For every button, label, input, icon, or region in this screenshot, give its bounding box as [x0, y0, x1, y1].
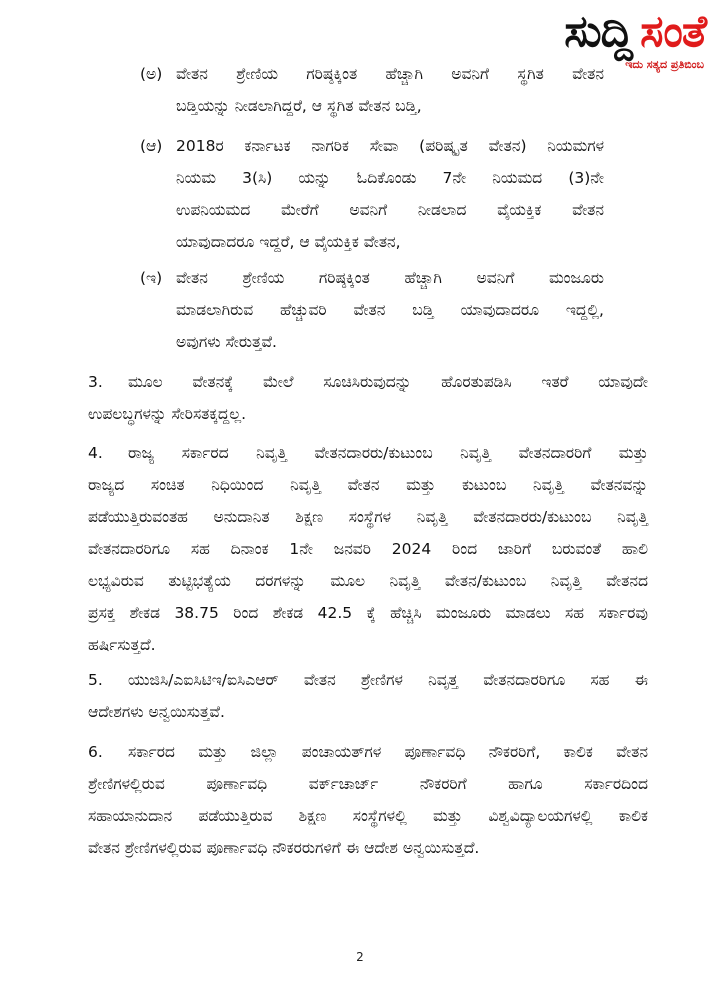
text-line: ಸಹಾಯಾನುದಾನ ಪಡೆಯುತ್ತಿರುವ ಶಿಕ್ಷಣ ಸಂಸ್ಥೆಗಳಲ್ಲಿ ಮತ್ತು ವಿಶ್ವವಿದ್ಯಾಲಯಗಳಲ್ಲಿ ಕಾಲಿಕ — [88, 807, 648, 825]
paragraph-text — [88, 437, 648, 661]
sub-item-text — [176, 262, 604, 358]
logo-wordmark — [564, 6, 706, 58]
sub-item-marker: (ಇ) — [140, 269, 163, 287]
text-line: ವೇತನ ಶ್ರೇಣಿಗಳಲ್ಲಿರುವ ಪೂರ್ಣಾವಧಿ ನೌಕರರುಗಳಿಗೆ ಈ ಆದೇಶ ಅನ್ವಯಿಸುತ್ತದೆ. — [88, 839, 480, 857]
text-line: ಪ್ರಸಕ್ತ ಶೇಕಡ 38.75 ರಿಂದ ಶೇಕಡ 42.5 ಕ್ಕೆ ಹೆಚ್ಚಿಸಿ ಮಂಜೂರು ಮಾಡಲು ಸಹ ಸರ್ಕಾರವು — [88, 604, 648, 622]
text-line: ಅವುಗಳು ಸೇರುತ್ತವೆ. — [176, 333, 277, 351]
sub-item-marker: (ಅ) — [140, 65, 163, 83]
text-line: ಉಪನಿಯಮದ ಮೇರೆಗೆ ಅವನಿಗೆ ನೀಡಲಾದ ವೈಯಕ್ತಿಕ ವೇತನ — [176, 201, 604, 219]
text-line: ಹರ್ಷಿಸುತ್ತದೆ. — [88, 636, 156, 654]
sub-item-text — [176, 58, 604, 122]
text-line: ರಾಜ್ಯದ ಸಂಚಿತ ನಿಧಿಯಿಂದ ನಿವೃತ್ತಿ ವೇತನ ಮತ್ತು ಕುಟುಂಬ ನಿವೃತ್ತಿ ವೇತನವನ್ನು — [88, 476, 648, 494]
paragraph-text — [88, 664, 648, 728]
text-line: ಪಡೆಯುತ್ತಿರುವಂತಹ ಅನುದಾನಿತ ಶಿಕ್ಷಣ ಸಂಸ್ಥೆಗಳ ನಿವೃತ್ತಿ ವೇತನದಾರರು/ಕುಟುಂಬ ನಿವೃತ್ತಿ — [88, 508, 648, 526]
logo-word-2: ಸಂತೆ — [640, 6, 706, 57]
text-line: ವೇತನ ಶ್ರೇಣಿಯ ಗರಿಷ್ಠಕ್ಕಿಂತ ಹೆಚ್ಚಾಗಿ ಅವನಿಗೆ ಸ್ಥಗಿತ ವೇತನ — [176, 65, 604, 83]
paragraph-number: 3. — [88, 373, 103, 391]
text-line: ನಿಯಮ 3(ಸಿ) ಯನ್ನು ಓದಿಕೊಂಡು 7ನೇ ನಿಯಮದ (3)ನೇ — [176, 169, 604, 187]
text-line: ಯುಜಿಸಿ/ಎಐಸಿಟಿಇ/ಐಸಿಎಆರ್ ವೇತನ ಶ್ರೇಣಿಗಳ ನಿವೃತ್ತ ವೇತನದಾರರಿಗೂ ಸಹ ಈ — [128, 671, 648, 689]
text-line: ಮಾಡಲಾಗಿರುವ ಹೆಚ್ಚುವರಿ ವೇತನ ಬಡ್ತಿ ಯಾವುದಾದರೂ ಇದ್ದಲ್ಲಿ, — [176, 301, 604, 319]
text-line: ವೇತನದಾರರಿಗೂ ಸಹ ದಿನಾಂಕ 1ನೇ ಜನವರಿ 2024 ರಿಂದ ಜಾರಿಗೆ ಬರುವಂತೆ ಹಾಲಿ — [88, 540, 648, 558]
text-line: 2018ರ ಕರ್ನಾಟಕ ನಾಗರಿಕ ಸೇವಾ (ಪರಿಷ್ಕೃತ ವೇತನ) ನಿಯಮಗಳ — [176, 137, 604, 155]
text-line: ಶ್ರೇಣಿಗಳಲ್ಲಿರುವ ಪೂರ್ಣಾವಧಿ ವರ್ಕ್‌ಚಾರ್ಜ್ ನೌಕರರಿಗೆ ಹಾಗೂ ಸರ್ಕಾರದಿಂದ — [88, 775, 648, 793]
page-number: 2 — [356, 950, 364, 964]
paragraph-text — [88, 736, 648, 864]
text-line: ಮೂಲ ವೇತನಕ್ಕೆ ಮೇಲೆ ಸೂಚಿಸಿರುವುದನ್ನು ಹೊರತುಪಡಿಸಿ ಇತರೆ ಯಾವುದೇ — [128, 373, 648, 391]
text-line: ಲಭ್ಯವಿರುವ ತುಟ್ಟಿಭತ್ಯೆಯ ದರಗಳನ್ನು ಮೂಲ ನಿವೃತ್ತಿ ವೇತನ/ಕುಟುಂಬ ನಿವೃತ್ತಿ ವೇತನದ — [88, 572, 648, 590]
paragraph-number: 5. — [88, 671, 103, 689]
text-line: ಯಾವುದಾದರೂ ಇದ್ದರೆ, ಆ ವೈಯಕ್ತಿಕ ವೇತನ, — [176, 233, 401, 251]
text-line: ಬಡ್ತಿಯನ್ನು ನೀಡಲಾಗಿದ್ದರೆ, ಆ ಸ್ಥಗಿತ ವೇತನ ಬಡ್ತಿ, — [176, 97, 422, 115]
text-line: ವೇತನ ಶ್ರೇಣಿಯ ಗರಿಷ್ಠಕ್ಕಿಂತ ಹೆಚ್ಚಾಗಿ ಅವನಿಗೆ ಮಂಜೂರು — [176, 269, 604, 287]
text-line: ಉಪಲಬ್ಧಗಳನ್ನು ಸೇರಿಸತಕ್ಕದ್ದಲ್ಲ. — [88, 405, 247, 423]
paragraph-number: 6. — [88, 743, 103, 761]
sub-item-marker: (ಆ) — [140, 137, 163, 155]
text-line: ಆದೇಶಗಳು ಅನ್ವಯಿಸುತ್ತವೆ. — [88, 703, 225, 721]
text-line: ಸರ್ಕಾರದ ಮತ್ತು ಜಿಲ್ಲಾ ಪಂಚಾಯತ್‌ಗಳ ಪೂರ್ಣಾವಧಿ ನೌಕರರಿಗೆ, ಕಾಲಿಕ ವೇತನ — [128, 743, 648, 761]
paragraph-text — [88, 366, 648, 430]
sub-item-text — [176, 130, 604, 258]
paragraph-number: 4. — [88, 444, 103, 462]
logo-word-1: ಸುದ್ದಿ — [564, 6, 633, 57]
text-line: ರಾಜ್ಯ ಸರ್ಕಾರದ ನಿವೃತ್ತಿ ವೇತನದಾರರು/ಕುಟುಂಬ ನಿವೃತ್ತಿ ವೇತನದಾರರಿಗೆ ಮತ್ತು — [128, 444, 648, 462]
logo-tagline: ಇದು ಸತ್ಯದ ಪ್ರತಿಬಿಂಬ — [625, 58, 704, 71]
